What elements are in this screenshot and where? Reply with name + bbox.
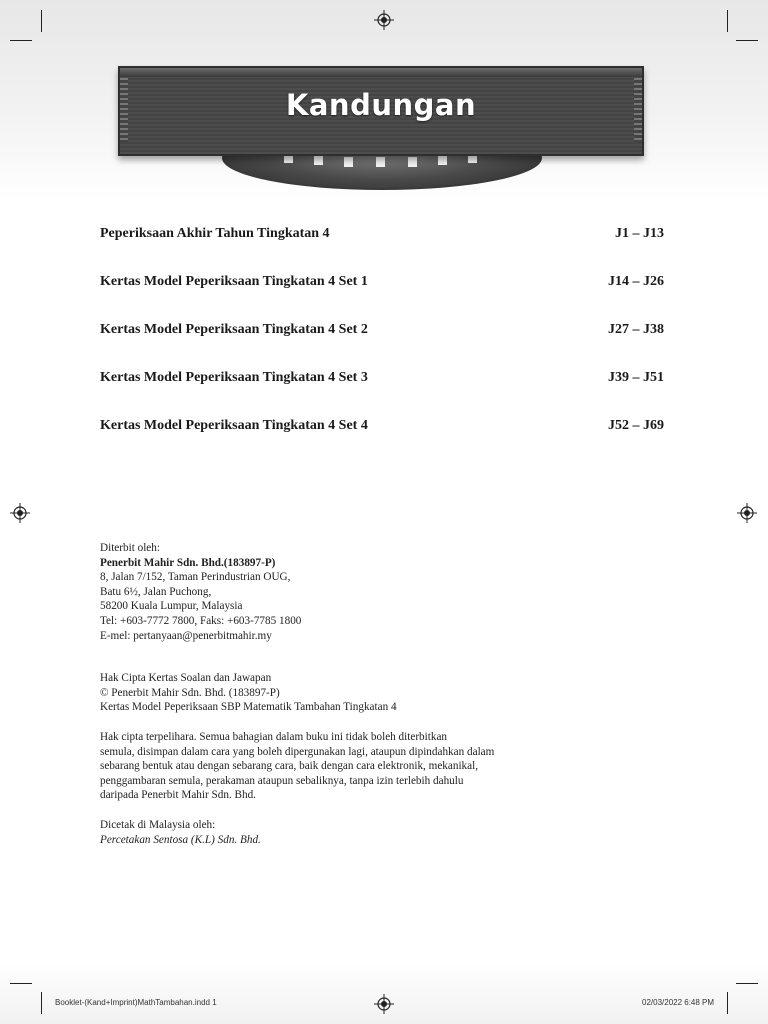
copyright-line: Kertas Model Peperiksaan SBP Matematik Tambahan Tingkatan 4 <box>100 701 397 714</box>
registration-mark-icon <box>374 994 394 1014</box>
crop-mark <box>736 983 758 984</box>
rights-line: Hak cipta terpelihara. Semua bahagian dalam buku ini tidak boleh diterbitkan <box>100 730 448 743</box>
printer-name: Percetakan Sentosa (K.L) Sdn. Bhd. <box>100 833 261 846</box>
banner-top-strip <box>120 68 642 77</box>
crop-mark <box>10 40 32 41</box>
toc-title: Kertas Model Peperiksaan Tingkatan 4 Set 1 <box>100 274 368 289</box>
rights-line: daripada Penerbit Mahir Sdn. Bhd. <box>100 789 256 802</box>
toc-title: Kertas Model Peperiksaan Tingkatan 4 Set 3 <box>100 370 368 385</box>
publisher-name: Penerbit Mahir Sdn. Bhd.(183897-P) <box>100 556 276 569</box>
rights-line: penggambaran semula, perakaman ataupun sebaliknya, tanpa izin terlebih dahulu <box>100 774 464 787</box>
toc-pages: J1 – J13 <box>615 226 664 241</box>
toc-pages: J39 – J51 <box>608 370 664 385</box>
rights-line: sebarang bentuk atau dengan sebarang cara, baik dengan cara elektronik, mekanikal, <box>100 760 479 773</box>
toc-pages: J27 – J38 <box>608 322 664 337</box>
printer-label: Dicetak di Malaysia oleh: <box>100 818 216 831</box>
header-banner <box>118 66 640 196</box>
table-of-contents <box>100 226 664 466</box>
toc-title: Peperiksaan Akhir Tahun Tingkatan 4 <box>100 226 330 241</box>
banner-panel <box>118 66 644 156</box>
crop-mark <box>10 983 32 984</box>
toc-row[interactable] <box>100 226 664 274</box>
toc-title: Kertas Model Peperiksaan Tingkatan 4 Set 4 <box>100 418 368 433</box>
publisher-email: E-mel: pertanyaan@penerbitmahir.my <box>100 629 272 642</box>
toc-title: Kertas Model Peperiksaan Tingkatan 4 Set 2 <box>100 322 368 337</box>
footer-filename: Booklet-(Kand+Imprint)MathTambahan.indd 1 <box>55 998 217 1007</box>
toc-pages: J52 – J69 <box>608 418 664 433</box>
toc-row[interactable] <box>100 274 664 322</box>
crop-mark <box>41 10 42 32</box>
footer-timestamp: 02/03/2022 6:48 PM <box>642 998 715 1007</box>
crop-mark <box>736 40 758 41</box>
toc-row[interactable] <box>100 418 664 466</box>
crop-mark <box>727 992 728 1014</box>
imprint-block <box>100 541 600 847</box>
publisher-address-line: Batu 6½, Jalan Puchong, <box>100 585 212 598</box>
toc-row[interactable] <box>100 322 664 370</box>
rights-line: semula, disimpan dalam cara yang boleh dipergunakan lagi, ataupun dipindahkan dalam <box>100 745 495 758</box>
publisher-address-line: 8, Jalan 7/152, Taman Perindustrian OUG, <box>100 571 291 584</box>
registration-mark-icon <box>737 503 757 523</box>
publisher-address-line: 58200 Kuala Lumpur, Malaysia <box>100 600 243 613</box>
copyright-line: Hak Cipta Kertas Soalan dan Jawapan <box>100 672 272 685</box>
toc-row[interactable] <box>100 370 664 418</box>
crop-mark <box>41 992 42 1014</box>
toc-pages: J14 – J26 <box>608 274 664 289</box>
publisher-label: Diterbit oleh: <box>100 542 160 554</box>
page-title: Kandungan <box>285 88 477 122</box>
registration-mark-icon <box>10 503 30 523</box>
crop-mark <box>727 10 728 32</box>
copyright-line: © Penerbit Mahir Sdn. Bhd. (183897-P) <box>100 686 280 699</box>
registration-mark-icon <box>374 10 394 30</box>
publisher-phone: Tel: +603-7772 7800, Faks: +603-7785 1800 <box>100 614 302 627</box>
